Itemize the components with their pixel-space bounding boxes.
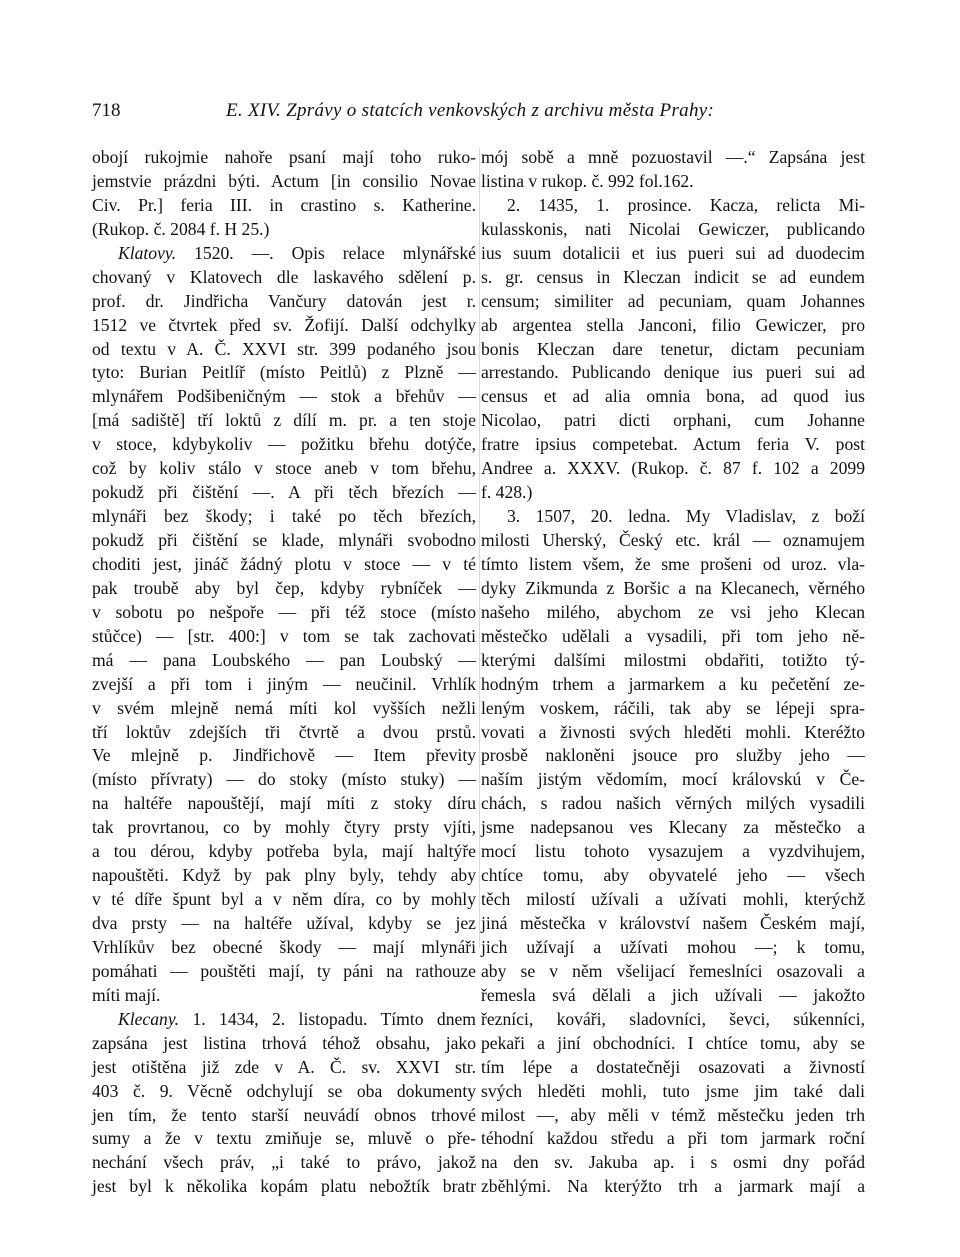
text-line: jest otištěna již zde v A. Č. sv. XXVI str. [92, 1056, 476, 1077]
text-line: pomáhati — pouštěti mají, ty páni na rathouze [92, 960, 476, 981]
text-line: jen tím, že tento starší neuvádí obnos trhové [92, 1104, 476, 1125]
text-line: a tou dérou, kdyby potřeba byla, mají haltýře [92, 841, 476, 862]
text-line: zběhlými. Na kterýžto trh a jarmark mají a [481, 1176, 865, 1197]
text-line: pokudž při čištění se klade, mlynáři svobodno [92, 530, 476, 550]
text-line: mój sobě a mně pozuostavil —.“ Zapsána jest [481, 147, 865, 167]
text-line: choditi jest, jináč žádný plotu v stoce — v té [92, 553, 476, 574]
text-line: obojí rukojmie nahoře psaní mají toho ruko- [92, 147, 476, 167]
text-line: chách, s radou našich věrných milých vysadili [481, 793, 865, 814]
text-line: 2. 1435, 1. prosince. Kacza, relicta Mi- [507, 194, 865, 215]
text-line: zapsána jest listina trhová téhož obsahu, jako [92, 1032, 476, 1053]
text-line: jest byl k několika kopám platu nebožtík bratr [92, 1176, 476, 1197]
text-line: f. 428.) [481, 482, 533, 503]
text-line: tyto: Burian Peitlíř (místo Peitlů) z Plzně — [92, 362, 476, 383]
text-line: sumy a že v textu zmiňuje se, mluvě o pře- [92, 1128, 476, 1149]
text-line: censum; similiter ad pecuniam, quam Johannes [481, 290, 865, 311]
text-line: leným voskem, ráčili, tak aby se lépeji spra- [481, 697, 865, 718]
text-line: [má sadiště] tří loktů z dílí m. pr. a ten stoje [92, 410, 476, 431]
text-line: naším jistým vědomím, mocí královskú v Če- [481, 769, 865, 790]
text-line: hodným trhem a jarmarkem a ku pečetění ze- [481, 673, 865, 694]
text-line: řemesla svá dělali a jich užívali — jakožto [481, 984, 865, 1005]
text-line: kulasskonis, nati Nicolai Gewiczer, publicando [481, 218, 865, 239]
text-line: aby se v něm všelijací řemeslníci osazovali a [481, 960, 865, 981]
page-number: 718 [92, 100, 121, 121]
text-line: nechání všech práv, „i také to právo, jakož [92, 1152, 476, 1173]
text-line: milosti Uherský, Český etc. král — oznamujem [481, 530, 865, 550]
text-line: dva prsty — na haltéře užíval, kdyby se jez [92, 913, 476, 933]
text-line: 1512 ve čtvrtek před sv. Žofijí. Další odchylky [92, 314, 476, 335]
text-line: na den sv. Jakuba ap. i s osmi dny pořád [481, 1152, 865, 1173]
text-line: milost —, aby měli v témž městečku jeden trh [481, 1104, 865, 1125]
text-line: Nicolao, patri dicti orphani, cum Johanne [481, 410, 865, 431]
text-line-klecany [92, 1008, 476, 1032]
text-line: svých hleděti mohli, tuto jsme jim také dali [481, 1080, 865, 1101]
text-line: dyky Zikmunda z Boršic a na Klecanech, věrného [481, 577, 865, 598]
text-line-klatovy [92, 242, 476, 266]
text-line: tří loktův zdejších tři čtvrtě a dvou prstů. [92, 721, 476, 742]
text-line: 3. 1507, 20. ledna. My Vladislav, z boží [507, 506, 865, 527]
text-line: zvejší a při tom i jiným — neučinil. Vrhlík [92, 673, 476, 694]
text-line: (Rukop. č. 2084 f. H 25.) [92, 218, 270, 239]
klecany-text: 1. 1434, 2. listopadu. Tímto dnem [192, 1008, 476, 1029]
text-line: mlynáři bez škody; i také po těch březích, [92, 506, 476, 527]
text-line: pokudž při čištění —. A při těch březích — [92, 482, 476, 503]
text-line: listina v rukop. č. 992 fol.162. [481, 170, 694, 191]
running-title: E. XIV. Zprávy o statcích venkovských z archivu města Prahy: [226, 100, 715, 121]
text-line: chovaný v Klatovech dle laskavého sdělení p. [92, 266, 476, 287]
text-line: ius suum dotalicii et ius pueri sui ad duodecim [481, 242, 865, 263]
text-line: městečko udělali a vysadili, při tom jeho ně- [481, 625, 865, 646]
text-line: má — pana Loubského — pan Loubský — [92, 649, 476, 670]
text-line: těch milostí užívali a užívati mohli, kterýchž [481, 889, 865, 910]
column-divider [479, 148, 480, 948]
text-line: v stoce, kdybykoliv — požitku břehu dotýče, [92, 434, 476, 455]
page-header [92, 100, 868, 130]
text-line: pak troubě aby byl čep, kdyby rybníček — [92, 577, 476, 598]
text-line: vovati a živnosti svých hleděti mohli. Kteréžto [481, 721, 865, 742]
text-line: jich užívají a užívati mohou —; k tomu, [481, 936, 865, 957]
text-line: s. gr. census in Kleczan indicit se ad eundem [481, 266, 865, 287]
klatovy-date: 1520. —. [194, 242, 274, 263]
text-line: jemstvie prázdni býti. Actum [in consilio Novae [92, 170, 476, 191]
text-line: míti mají. [92, 984, 161, 1005]
text-line: napouštěti. Když by pak plny byly, tehdy aby [92, 865, 476, 886]
text-line: bonis Kleczan dare tenetur, dictam pecuniam [481, 338, 865, 359]
text-line: od textu v A. Č. XXVI str. 399 podaného jsou [92, 338, 476, 359]
left-column [92, 146, 476, 1199]
text-line: našeho milého, abychom ze vsi jeho Klecan [481, 601, 865, 622]
text-line: chtíce tomu, aby obyvatelé jeho — všech [481, 865, 865, 886]
text-line: kterými dalšími milostmi obdařiti, totižto tý- [481, 649, 865, 670]
text-line: Andree a. XXXV. (Rukop. č. 87 f. 102 a 2099 [481, 458, 865, 479]
text-line: fratre ipsius competebat. Actum feria V. post [481, 434, 865, 455]
text-line: jiná městečka v království našem Českém mají, [481, 913, 865, 933]
text-line: (místo přívraty) — do stoky (místo stuky) — [92, 769, 476, 790]
text-line: v té díře špunt byl a v něm díra, co by mohly [92, 889, 476, 910]
text-line: tímto listem všem, že sme prošeni od uroz. vla- [481, 553, 865, 574]
text-line: což by koliv stálo v stoce aneb v tom břehu, [92, 458, 476, 479]
place-name-klecany: Klecany. [118, 1008, 180, 1029]
text-line: ab argentea stella Janconi, filio Gewiczer, pro [481, 314, 865, 335]
text-line: prof. dr. Jindřicha Vančury datován jest r. [92, 290, 476, 311]
text-line: mocí listu tohoto vysazujem a vyzdvihujem, [481, 841, 865, 862]
text-line: tak provrtanou, co by mohly čtyry prsty vjíti, [92, 817, 476, 838]
text-line: mlynářem Podšibeničným — stok a břehův — [92, 386, 476, 407]
text-line: Vrhlíkův bez obecné škody — mají mlynáři [92, 936, 476, 957]
text-line: pekaři a jiní obchodníci. I chtíce tomu, aby se [481, 1032, 865, 1053]
text-line: téhodní každou středu a při tom jarmark roční [481, 1128, 865, 1149]
text-line: řezníci, kováři, sladovníci, ševci, súkenníci, [481, 1008, 865, 1029]
text-line: arrestando. Publicando denique ius pueri sui ad [481, 362, 865, 383]
text-line: v svém mlejně nemá míti kol vyšších nežli [92, 697, 476, 718]
right-column [481, 146, 865, 1199]
text-line: tím lépe a dostatečněji osazovati a živností [481, 1056, 865, 1077]
text-line: census et ad alia omnia bona, ad quod ius [481, 386, 865, 407]
text-line: na haltéře napouštějí, mají míti z stoky díru [92, 793, 476, 814]
text-line: 403 č. 9. Věcně odchylují se oba dokumenty [92, 1080, 476, 1101]
text-line: prosbě nakloněni jsouce pro služby jeho — [481, 745, 865, 766]
text-line: Civ. Pr.] feria III. in crastino s. Katherine. [92, 194, 476, 215]
text-line: stůčce) — [str. 400:] v tom se tak zachovati [92, 625, 476, 646]
text-line: Ve mlejně p. Jindřichově — Item převity [92, 745, 476, 766]
text-line: v sobotu po nešpoře — při též stoce (místo [92, 601, 476, 622]
klatovy-text: Opis relace mlynářské [291, 242, 476, 263]
text-line: jsme nadepsanou ves Klecany za městečko a [481, 817, 865, 838]
place-name-klatovy: Klatovy. [118, 242, 177, 263]
